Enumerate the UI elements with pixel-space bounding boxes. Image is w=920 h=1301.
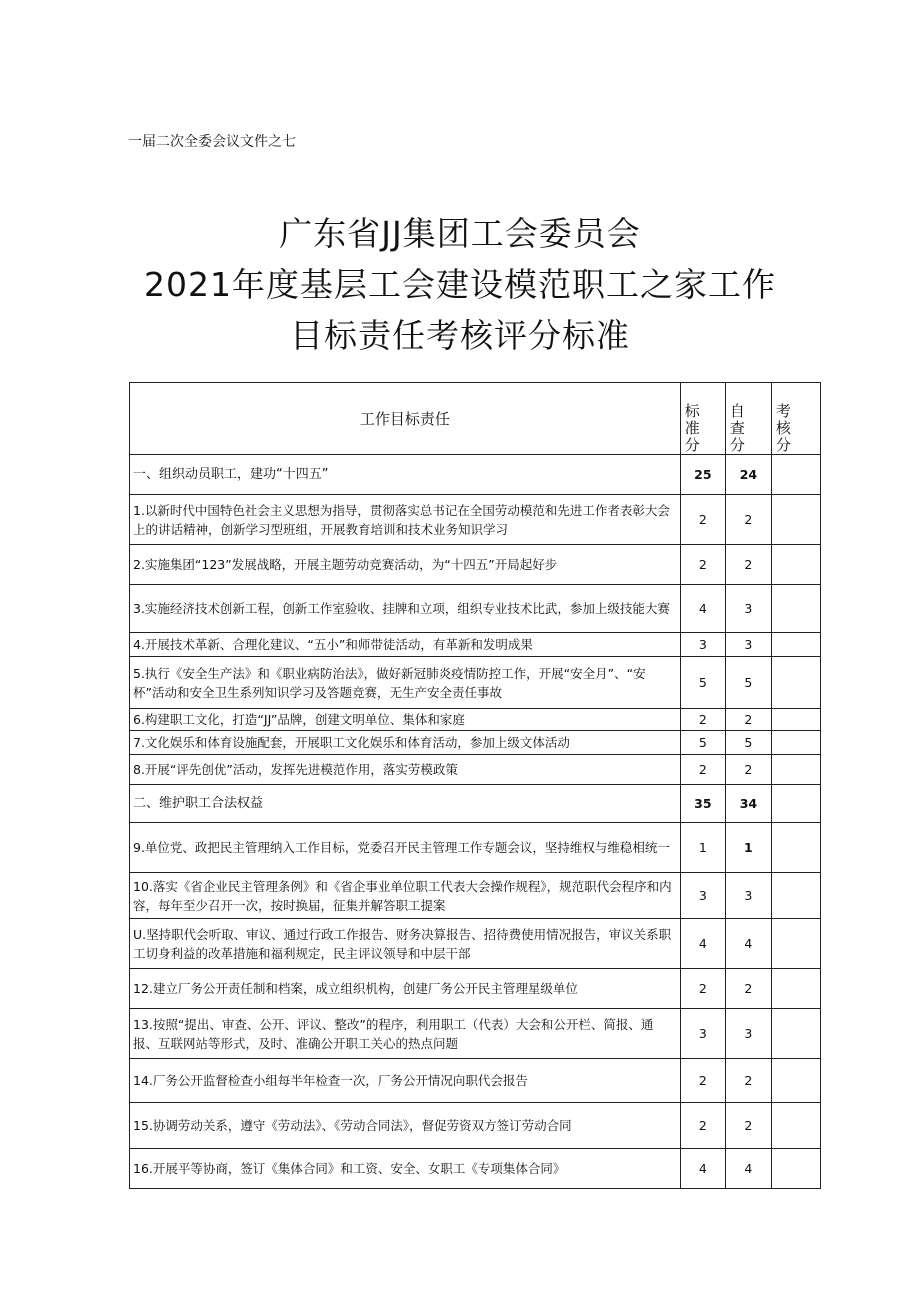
- header-goal: 工作目标责任: [130, 383, 681, 455]
- item-std: 2: [680, 545, 725, 585]
- item-std: 4: [680, 919, 725, 969]
- item-std: 2: [680, 969, 725, 1009]
- item-self: 3: [725, 633, 771, 657]
- item-text: 8.开展“评先创优”活动，发挥先进模范作用，落实劳模政策: [130, 755, 681, 785]
- item-text: 13.按照“提出、审查、公开、评议、整改”的程序，利用职工（代表）大会和公开栏、简报、通报、互联网站等形式，及时、准确公开职工关心的热点问题: [130, 1009, 681, 1059]
- item-self: 2: [725, 969, 771, 1009]
- item-self: 4: [725, 1149, 771, 1189]
- item-self: 3: [725, 585, 771, 633]
- item-self: 5: [725, 657, 771, 709]
- section-row: [130, 785, 821, 823]
- item-self: 2: [725, 1059, 771, 1103]
- item-self: 4: [725, 919, 771, 969]
- table-header-row: [130, 383, 821, 455]
- item-check: [771, 1009, 820, 1059]
- item-std: 2: [680, 1103, 725, 1149]
- item-text: 10.落实《省企业民主管理条例》和《省企事业单位职工代表大会操作规程》，规范职代会程序和内容，每年至少召开一次，按时换届，征集并解答职工提案: [130, 873, 681, 919]
- table-row: [130, 585, 821, 633]
- title-line-1: 广东省JJ集团工会委员会: [279, 214, 641, 253]
- item-self: 5: [725, 731, 771, 755]
- item-text: 2.实施集团“123”发展战略，开展主题劳动竞赛活动，为“十四五”开局起好步: [130, 545, 681, 585]
- item-text: 7.文化娱乐和体育设施配套，开展职工文化娱乐和体育活动，参加上级文体活动: [130, 731, 681, 755]
- header-self-score: 自查分: [725, 383, 771, 455]
- item-self: 2: [725, 709, 771, 731]
- scoring-table: [129, 382, 821, 1189]
- item-std: 3: [680, 633, 725, 657]
- item-text: 1.以新时代中国特色社会主义思想为指导，贯彻落实总书记在全国劳动模范和先进工作者表彰大会上的讲话精神，创新学习型班组，开展教育培训和技术业务知识学习: [130, 495, 681, 545]
- item-check: [771, 633, 820, 657]
- table-row: [130, 919, 821, 969]
- table-row: [130, 823, 821, 873]
- table-row: [130, 657, 821, 709]
- table-row: [130, 873, 821, 919]
- item-text: 4.开展技术革新、合理化建议、“五小”和师带徒活动，有革新和发明成果: [130, 633, 681, 657]
- item-check: [771, 585, 820, 633]
- header-standard-score: 标准分: [680, 383, 725, 455]
- item-check: [771, 545, 820, 585]
- item-text: 12.建立厂务公开责任制和档案，成立组织机构，创建厂务公开民主管理星级单位: [130, 969, 681, 1009]
- table-row: [130, 1149, 821, 1189]
- item-self: 2: [725, 1103, 771, 1149]
- section-self-score: 24: [725, 455, 771, 495]
- table-row: [130, 1059, 821, 1103]
- section-std-score: 35: [680, 785, 725, 823]
- item-std: 4: [680, 1149, 725, 1189]
- item-text: 16.开展平等协商，签订《集体合同》和工资、安全、女职工《专项集体合同》: [130, 1149, 681, 1189]
- item-text: U.坚持职代会听取、审议、通过行政工作报告、财务决算报告、招待费使用情况报告，审议关系职工切身利益的改革措施和福利规定，民主评议领导和中层干部: [130, 919, 681, 969]
- item-text: 14.厂务公开监督检查小组每半年检查一次，厂务公开情况向职代会报告: [130, 1059, 681, 1103]
- item-std: 2: [680, 709, 725, 731]
- item-check: [771, 1103, 820, 1149]
- item-std: 3: [680, 873, 725, 919]
- table-row: [130, 969, 821, 1009]
- document-header-note: 一届二次全委会议文件之七: [128, 134, 296, 150]
- item-self: 2: [725, 495, 771, 545]
- item-text: 15.协调劳动关系，遵守《劳动法》、《劳动合同法》，督促劳资双方签订劳动合同: [130, 1103, 681, 1149]
- section-title: 一、组织动员职工，建功“十四五”: [130, 455, 681, 495]
- item-check: [771, 731, 820, 755]
- item-text: 5.执行《安全生产法》和《职业病防治法》，做好新冠肺炎疫情防控工作，开展“安全月”、“安杯”活动和安全卫生系列知识学习及答题竞赛，无生产安全责任事故: [130, 657, 681, 709]
- table-row: [130, 731, 821, 755]
- item-self: 2: [725, 545, 771, 585]
- item-check: [771, 823, 820, 873]
- table-row: [130, 709, 821, 731]
- section-check-score: [771, 785, 820, 823]
- item-text: 9.单位党、政把民主管理纳入工作目标，党委召开民主管理工作专题会议，坚持维权与维稳相统一: [130, 823, 681, 873]
- item-std: 1: [680, 823, 725, 873]
- item-std: 2: [680, 1059, 725, 1103]
- header-check-score: 考核分: [771, 383, 820, 455]
- item-self: 3: [725, 873, 771, 919]
- table-row: [130, 755, 821, 785]
- table-row: [130, 545, 821, 585]
- section-std-score: 25: [680, 455, 725, 495]
- table-row: [130, 633, 821, 657]
- item-check: [771, 755, 820, 785]
- item-std: 5: [680, 731, 725, 755]
- item-self: 1: [725, 823, 771, 873]
- section-row: [130, 455, 821, 495]
- table-row: [130, 1103, 821, 1149]
- item-std: 2: [680, 755, 725, 785]
- item-std: 4: [680, 585, 725, 633]
- item-check: [771, 495, 820, 545]
- item-text: 6.构建职工文化，打造“JJ”品牌，创建文明单位、集体和家庭: [130, 709, 681, 731]
- item-std: 3: [680, 1009, 725, 1059]
- item-check: [771, 1059, 820, 1103]
- title-line-3: 目标责任考核评分标准: [290, 316, 630, 355]
- item-check: [771, 1149, 820, 1189]
- section-self-score: 34: [725, 785, 771, 823]
- item-text: 3.实施经济技术创新工程，创新工作室验收、挂牌和立项，组织专业技术比武，参加上级技能大赛: [130, 585, 681, 633]
- item-std: 2: [680, 495, 725, 545]
- section-title: 二、维护职工合法权益: [130, 785, 681, 823]
- item-self: 2: [725, 755, 771, 785]
- title-line-2: 2021年度基层工会建设模范职工之家工作: [144, 265, 776, 304]
- item-check: [771, 657, 820, 709]
- item-std: 5: [680, 657, 725, 709]
- item-check: [771, 873, 820, 919]
- table-row: [130, 1009, 821, 1059]
- item-check: [771, 919, 820, 969]
- table-row: [130, 495, 821, 545]
- item-check: [771, 709, 820, 731]
- item-self: 3: [725, 1009, 771, 1059]
- item-check: [771, 969, 820, 1009]
- section-check-score: [771, 455, 820, 495]
